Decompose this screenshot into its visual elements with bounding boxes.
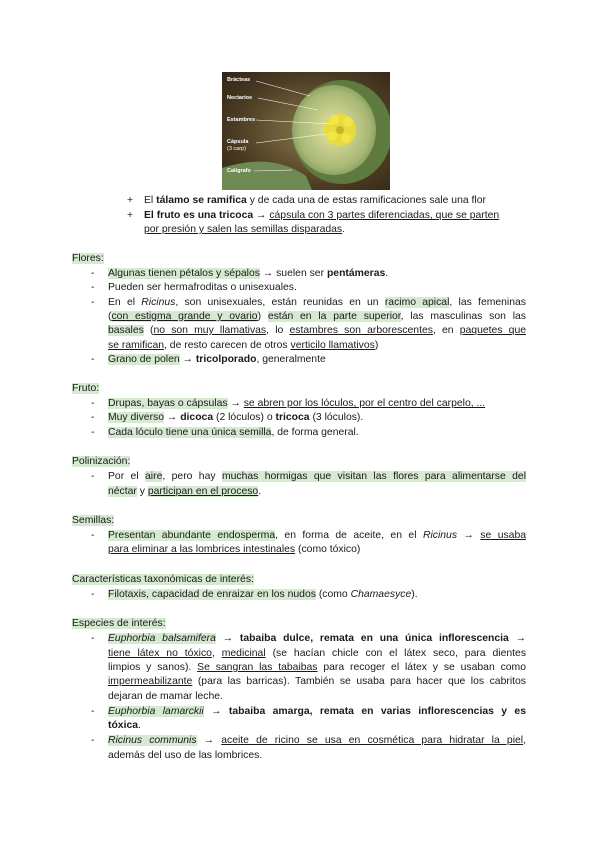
- text: , de resto carecen de otros: [164, 340, 291, 351]
- text-underlined: participan en el proceso: [147, 486, 259, 497]
- text-hl: néctar: [108, 486, 137, 497]
- photo-label-nectarios: Nectarios: [227, 95, 253, 101]
- flores-item-4: [108, 353, 326, 367]
- flores-item-3-line1: [108, 296, 526, 310]
- text-bold: El fruto es una tricoca: [144, 210, 254, 221]
- flores-item-2: [108, 281, 297, 295]
- text: Pueden ser hermafroditas o unisexuales.: [108, 282, 297, 293]
- text-underlined: paquetes que: [459, 325, 527, 336]
- especie-1-line4: [108, 675, 526, 689]
- text-hl: Algunas tienen pétalos y sépalos: [108, 268, 260, 279]
- species-name: Ricinus communis: [108, 735, 197, 746]
- text: (3 lóculos).: [309, 412, 364, 423]
- arrow: →: [227, 398, 244, 409]
- text-bold: tóxica: [108, 720, 139, 731]
- arrow: →: [457, 530, 481, 541]
- text-hl: basales: [108, 325, 144, 336]
- flores-item-1: [108, 267, 388, 281]
- heading-text: Flores:: [72, 253, 104, 264]
- bullet-dash: -: [91, 398, 95, 409]
- text: además del uso de las lombrices.: [108, 750, 263, 761]
- text: .: [385, 268, 389, 279]
- text: En el: [108, 297, 142, 308]
- bullet-dash: -: [91, 427, 95, 438]
- text: y: [136, 486, 148, 497]
- text-underlined: para eliminar a las lombrices intestinales: [108, 544, 296, 555]
- arrow: →: [203, 706, 229, 717]
- text-bold: tabaiba dulce: [239, 633, 311, 644]
- text: .: [258, 486, 262, 497]
- text: → suelen ser: [259, 268, 327, 279]
- text: , de forma general.: [271, 427, 359, 438]
- photo-label-estambres: Estambres: [227, 117, 256, 123]
- fruto-item-2: [108, 411, 363, 425]
- text-underlined: cápsula con 3 partes diferenciadas, que se parten: [269, 210, 500, 221]
- text: (2 lóculos) o: [213, 412, 276, 423]
- text: (como: [315, 589, 351, 600]
- bullet-dash: -: [91, 282, 95, 293]
- text-hl: Muy diverso: [108, 412, 165, 423]
- species-name: Euphorbia balsamifera: [108, 633, 216, 644]
- text: ).: [411, 589, 418, 600]
- bullet-dash: -: [91, 589, 95, 600]
- bullet-dash: -: [91, 471, 95, 482]
- text: .: [342, 224, 345, 235]
- text-underlined: verticilo llamativos: [290, 340, 375, 351]
- especie-1-line3: [108, 661, 526, 675]
- bullet-dash: -: [91, 706, 95, 717]
- photo-label-capsula: Cápsula: [227, 139, 249, 145]
- heading-text: Especies de interés:: [72, 618, 166, 629]
- text: (como tóxico): [295, 544, 361, 555]
- text: Por el: [108, 471, 146, 482]
- heading-fruto: [72, 382, 99, 396]
- heading-semillas: [72, 514, 114, 528]
- text-underlined: no son muy llamativas: [153, 325, 267, 336]
- text-underlined: medicinal: [221, 648, 266, 659]
- heading-text: Semillas:: [72, 515, 115, 526]
- text: , lo: [266, 325, 290, 336]
- bullet-dash: -: [91, 735, 95, 746]
- heading-polinizacion: [72, 455, 130, 469]
- text-hl: Cada lóculo tiene una única semilla: [108, 427, 272, 438]
- text-hl: aire: [145, 471, 163, 482]
- text-bold: tabaiba amarga: [228, 706, 310, 717]
- text: (: [143, 325, 154, 336]
- text-underlined: por presión y salen las semillas disparadas: [144, 224, 343, 235]
- poli-item-1-line1: [108, 470, 526, 484]
- text-hl: Drupas, bayas o cápsulas: [108, 398, 228, 409]
- bullet-dash: -: [91, 354, 95, 365]
- text-underlined: aceite de ricino se usa en cosmética para hidratar la piel: [221, 735, 524, 746]
- species-name: Euphorbia lamarckii: [108, 706, 204, 717]
- intro-bullet-2: [144, 209, 499, 223]
- intro-bullet-2-cont: [144, 223, 345, 237]
- photo-label-bracteas: Brácteas: [227, 77, 251, 83]
- fruto-item-3: [108, 426, 359, 440]
- poli-item-1-line2: [108, 485, 261, 499]
- text: , en: [432, 325, 460, 336]
- text: ,: [523, 735, 526, 746]
- text: .: [138, 720, 141, 731]
- intro-bullet-1: [144, 194, 486, 208]
- semillas-item-1-line2: [108, 543, 360, 557]
- text-bold: ,: [309, 706, 320, 717]
- especie-3-line1: [108, 734, 526, 748]
- text-underlined: se ramifican: [108, 340, 165, 351]
- text: , pero hay: [162, 471, 222, 482]
- arrow: →: [179, 354, 196, 365]
- text-bold: pentámeras: [326, 268, 386, 279]
- text: ): [257, 311, 268, 322]
- text-hl: muchas hormigas que visitan las flores para alimentarse del: [221, 471, 526, 482]
- heading-text: Polinización:: [72, 456, 131, 467]
- text-hl: Filotaxis, capacidad de enraizar en los nudos: [108, 589, 316, 600]
- bullet-dash: -: [91, 297, 95, 308]
- text: y de cada una de estas ramificaciones sale una flor: [246, 195, 486, 206]
- photo-label-capsula-sub: (3 carp): [227, 146, 246, 152]
- especie-1-line5: [108, 690, 223, 704]
- text-underlined: se abren por los lóculos, por el centro del carpelo, ...: [243, 398, 486, 409]
- text-italic: Ricinus: [141, 297, 176, 308]
- text: dejaran de mamar leche.: [108, 691, 223, 702]
- text-hl: racimo apical: [384, 297, 450, 308]
- text: para recoger el látex y se usaban como: [317, 662, 526, 673]
- heading-text: Características taxonómicas de interés:: [72, 574, 254, 585]
- bullet-dash: -: [91, 412, 95, 423]
- heading-especies: [72, 617, 166, 631]
- text: El: [144, 195, 157, 206]
- text: , las femeninas: [449, 297, 526, 308]
- especie-1-line1: [108, 632, 526, 646]
- arrow: →: [253, 210, 270, 221]
- bullet-dash: -: [91, 633, 95, 644]
- text-bold: ,: [310, 633, 320, 644]
- text-bold: dicoca: [180, 412, 214, 423]
- text-underlined: se usaba: [480, 530, 527, 541]
- arrow: →: [508, 633, 527, 644]
- text-hl: Presentan abundante endosperma: [108, 530, 276, 541]
- fruto-item-1: [108, 397, 485, 411]
- text: ): [374, 340, 379, 351]
- flores-item-3-line4: [108, 339, 378, 353]
- text-italic: Chamaesyce: [350, 589, 412, 600]
- text: , generalmente: [256, 354, 326, 365]
- text-bold: tricoca: [275, 412, 310, 423]
- text-underlined: con estigma grande y ovario: [111, 311, 258, 322]
- bullet-dash: -: [91, 268, 95, 279]
- arrow: →: [196, 735, 222, 746]
- heading-taxonomicas: [72, 573, 254, 587]
- semillas-item-1-line1: [108, 529, 526, 543]
- heading-flores: [72, 252, 104, 266]
- taxo-item-1: [108, 588, 418, 602]
- flower-photo: [222, 72, 390, 190]
- text-italic: Ricinus: [422, 530, 458, 541]
- heading-text: Fruto:: [72, 383, 100, 394]
- flores-item-3-line2: [108, 310, 526, 324]
- text-hl: están en la parte superior: [267, 311, 401, 322]
- especie-2-line1: [108, 705, 526, 719]
- text: limpios y sanos).: [108, 662, 198, 673]
- text-underlined: impermeabilizante: [108, 676, 193, 687]
- photo-label-caliz: Calígrafo: [227, 168, 251, 174]
- arrow: →: [164, 412, 181, 423]
- text-bold: remata en varias inflorescencias y es: [319, 706, 526, 717]
- text-underlined: estambres son arborescentes: [289, 325, 433, 336]
- text-underlined: tiene látex no tóxico: [108, 648, 212, 659]
- especie-1-line2: [108, 647, 526, 661]
- especie-3-line2: [108, 749, 262, 763]
- text-underlined: Se sangran las tabaibas: [197, 662, 318, 673]
- text: , son unisexuales, están reunidas en un: [175, 297, 385, 308]
- text: (: [108, 311, 112, 322]
- text: , en forma de aceite, en el: [275, 530, 423, 541]
- arrow: →: [215, 633, 240, 644]
- especie-2-line2: [108, 719, 141, 733]
- text-bold: tricolporado: [195, 354, 257, 365]
- bullet-plus: +: [127, 210, 134, 221]
- text-bold: remata en una única inflorescencia: [319, 633, 509, 644]
- text: ,: [211, 648, 222, 659]
- text-bold: tálamo se ramifica: [156, 195, 247, 206]
- text: (para las barricas). También se usaba para hacer que los cabritos: [192, 676, 526, 687]
- bullet-plus: +: [127, 195, 134, 206]
- flores-item-3-line3: [108, 324, 526, 338]
- bullet-dash: -: [91, 530, 95, 541]
- text: (se hacían chicle con el látex seco, para dientes: [265, 648, 527, 659]
- text-hl: Grano de polen: [108, 354, 180, 365]
- text: , las masculinas son las: [400, 311, 526, 322]
